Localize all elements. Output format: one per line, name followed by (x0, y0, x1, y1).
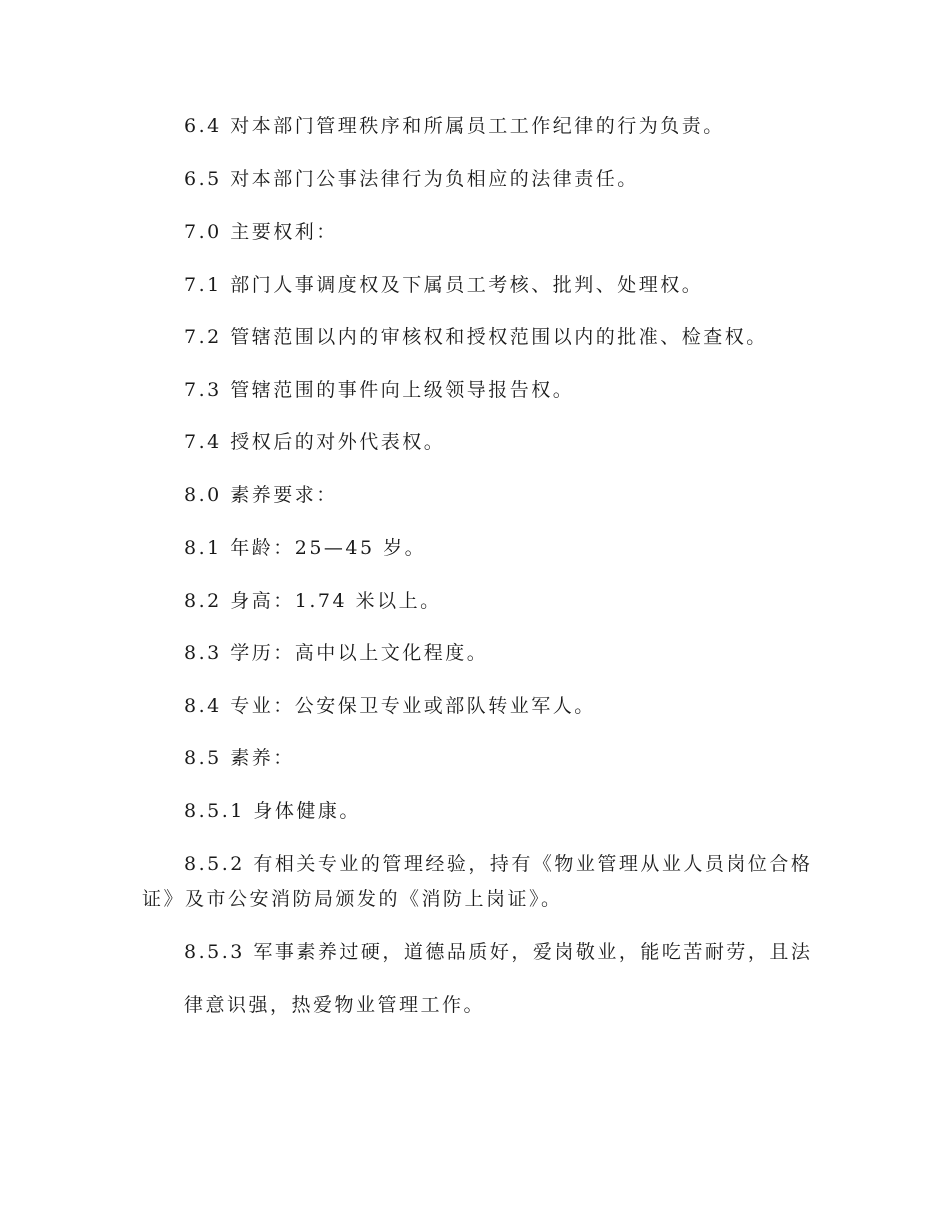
clause-7-4: 7.4 授权后的对外代表权。 (184, 431, 446, 453)
clause-8-5-1: 8.5.1 身体健康。 (184, 800, 361, 822)
clause-8-5-2-line-1: 8.5.2 有相关专业的管理经验，持有《物业管理从业人员岗位合格 (184, 853, 813, 875)
clause-8-5: 8.5 素养： (184, 747, 295, 769)
clause-8-1: 8.1 年龄：25—45 岁。 (184, 537, 427, 559)
clause-8-2: 8.2 身高：1.74 米以上。 (184, 590, 442, 612)
clause-8-4: 8.4 专业：公安保卫专业或部队转业军人。 (184, 695, 596, 717)
clause-8-5-2-line-2: 证》及市公安消防局颁发的《消防上岗证》。 (142, 888, 563, 910)
clause-6-4: 6.4 对本部门管理秩序和所属员工工作纪律的行为负责。 (184, 115, 725, 137)
clause-7-1: 7.1 部门人事调度权及下属员工考核、批判、处理权。 (184, 274, 704, 296)
clause-8-3: 8.3 学历：高中以上文化程度。 (184, 642, 489, 664)
clause-8-5-3-line-1: 8.5.3 军事素养过硬，道德品质好，爱岗敬业，能吃苦耐劳，且法 (184, 941, 813, 963)
clause-6-5: 6.5 对本部门公事法律行为负相应的法律责任。 (184, 168, 639, 190)
clause-8-5-3-line-2: 律意识强，热爱物业管理工作。 (184, 994, 486, 1016)
section-8-0-heading: 8.0 素养要求： (184, 484, 338, 506)
section-7-0-heading: 7.0 主要权利： (184, 221, 338, 243)
clause-7-2: 7.2 管辖范围以内的审核权和授权范围以内的批准、检查权。 (184, 326, 768, 348)
clause-7-3: 7.3 管辖范围的事件向上级领导报告权。 (184, 379, 575, 401)
